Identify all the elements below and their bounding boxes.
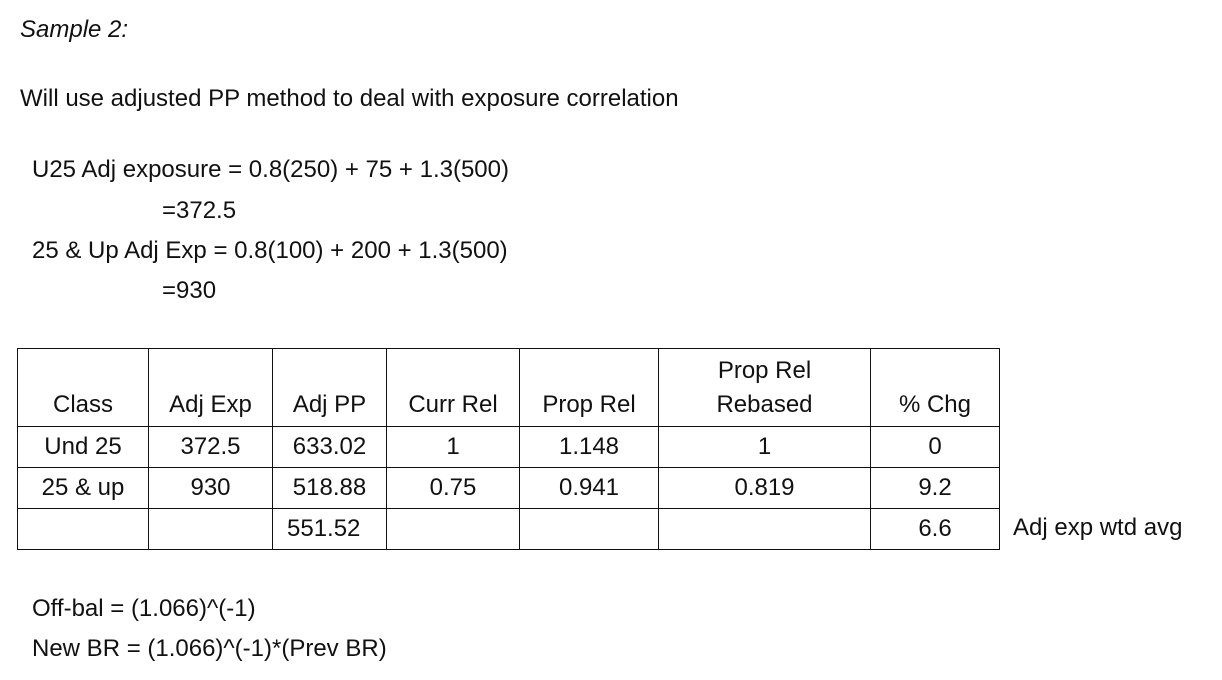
new-base-rate-formula: New BR = (1.066)^(-1)*(Prev BR): [32, 635, 387, 662]
cell-pct-chg: 0: [871, 427, 1000, 468]
intro-text: Will use adjusted PP method to deal with exposure correlation: [20, 85, 679, 112]
cell-prop-rel-rebased: 1: [659, 427, 871, 468]
cell-curr-rel: 1: [387, 427, 520, 468]
cell-pct-chg: 9.2: [871, 468, 1000, 509]
table-row: [18, 468, 1000, 509]
cell-curr-rel: 0.75: [387, 468, 520, 509]
header-prop-rel-rebased: [659, 349, 871, 427]
cell-prop-rel-rebased: 0.819: [659, 468, 871, 509]
cell-adj-exp: [149, 509, 273, 550]
u25-exposure-result: =372.5: [162, 197, 237, 224]
table-row: [18, 509, 1000, 550]
cell-adj-pp: 518.88: [273, 468, 387, 509]
table-header-row: [18, 349, 1000, 427]
cell-class: Und 25: [18, 427, 149, 468]
table-row: [18, 427, 1000, 468]
header-curr-rel: Curr Rel: [387, 349, 520, 427]
cell-prop-rel-rebased: [659, 509, 871, 550]
cell-prop-rel: 1.148: [520, 427, 659, 468]
cell-adj-pp: 551.52: [273, 509, 387, 550]
rate-table: [17, 348, 1000, 550]
header-pct-chg: % Chg: [871, 349, 1000, 427]
header-prop-rel: Prop Rel: [520, 349, 659, 427]
cell-prop-rel: 0.941: [520, 468, 659, 509]
header-class: Class: [18, 349, 149, 427]
cell-adj-pp: 633.02: [273, 427, 387, 468]
adj-exp-wtd-avg-note: Adj exp wtd avg: [1013, 514, 1183, 541]
header-adj-pp: Adj PP: [273, 349, 387, 427]
cell-class: [18, 509, 149, 550]
header-prop-rel-rebased-line2: Rebased: [716, 391, 813, 418]
cell-curr-rel: [387, 509, 520, 550]
up25-exposure-formula: 25 & Up Adj Exp = 0.8(100) + 200 + 1.3(500): [32, 237, 508, 264]
up25-exposure-result: =930: [162, 277, 217, 304]
header-prop-rel-rebased-line1: Prop Rel: [717, 357, 812, 384]
header-adj-exp: Adj Exp: [149, 349, 273, 427]
u25-exposure-formula: U25 Adj exposure = 0.8(250) + 75 + 1.3(500): [32, 156, 509, 183]
cell-prop-rel: [520, 509, 659, 550]
sample-heading: Sample 2:: [20, 16, 129, 43]
cell-adj-exp: 930: [149, 468, 273, 509]
cell-adj-exp: 372.5: [149, 427, 273, 468]
cell-class: 25 & up: [18, 468, 149, 509]
off-balance-formula: Off-bal = (1.066)^(-1): [32, 595, 256, 622]
cell-pct-chg: 6.6: [871, 509, 1000, 550]
